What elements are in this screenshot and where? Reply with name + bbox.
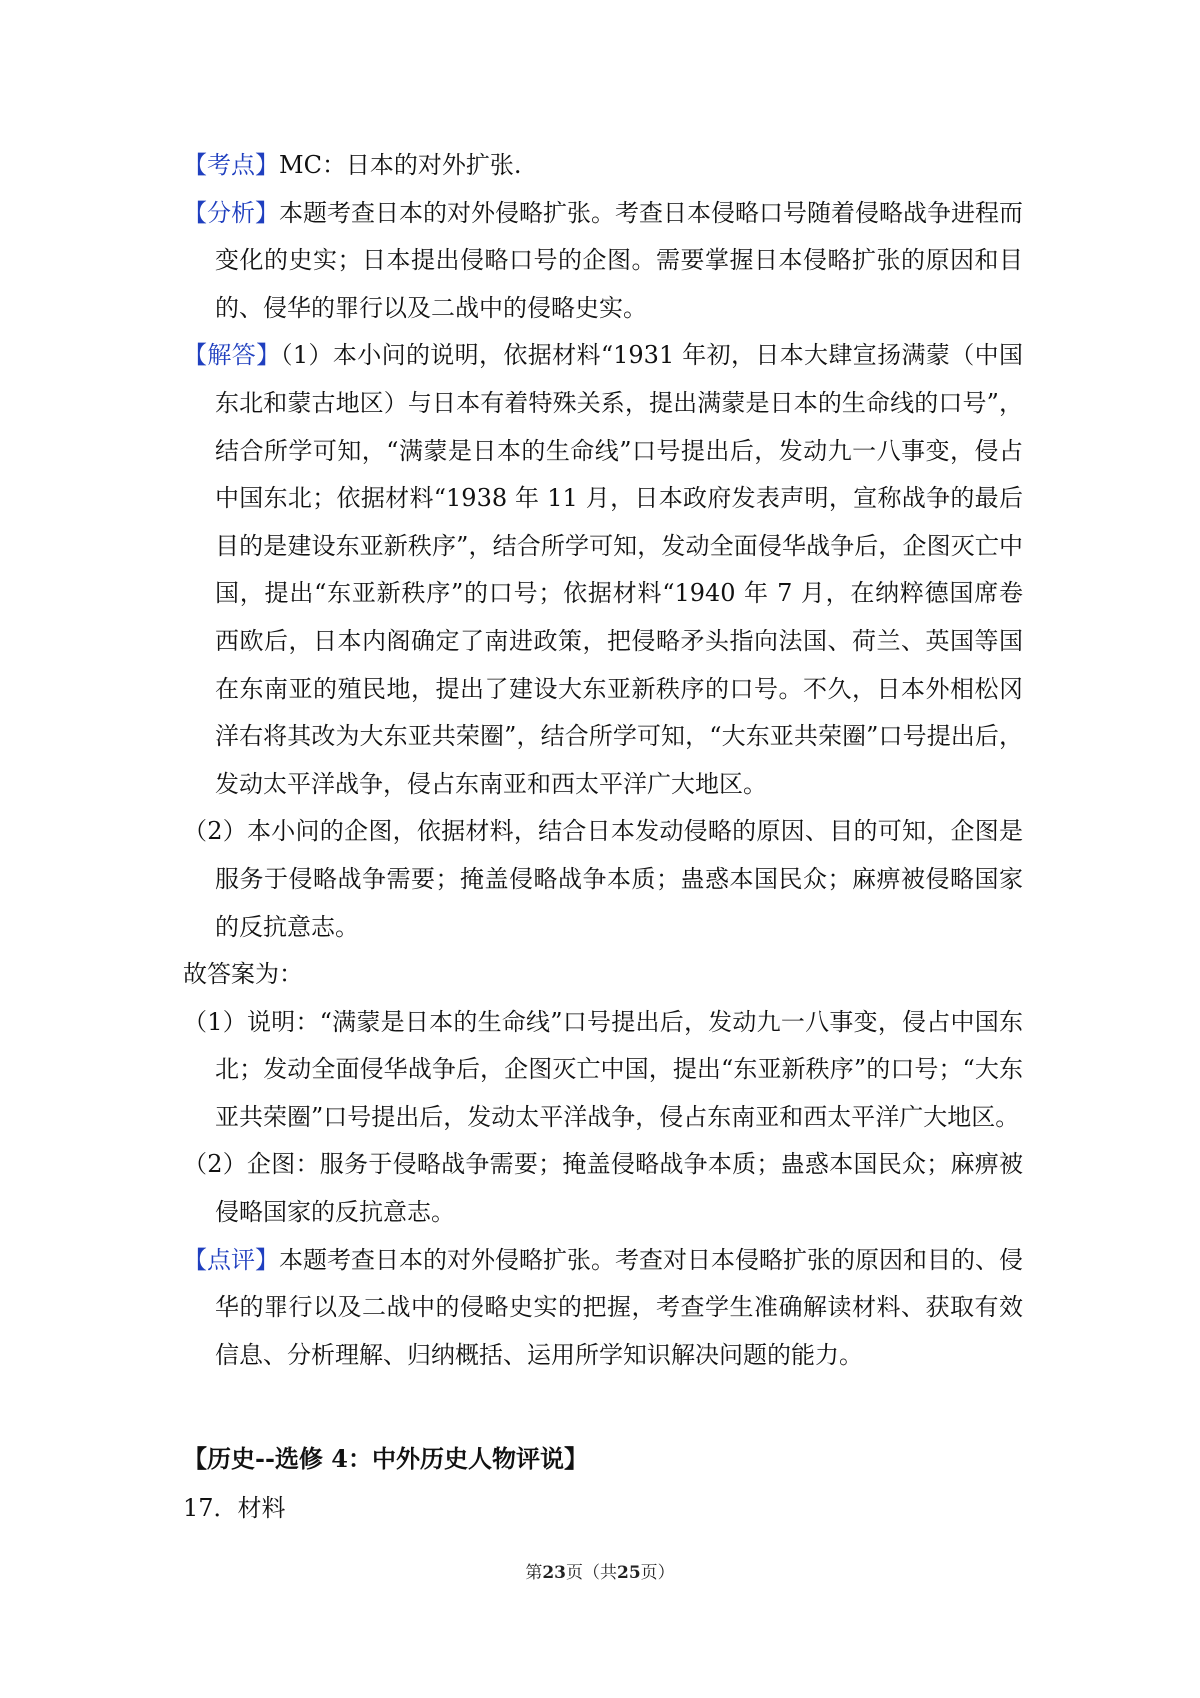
footer-suffix: 页） <box>640 1563 675 1583</box>
answer-explanation <box>183 142 1023 1379</box>
answer-intro: 故答案为： <box>183 960 303 989</box>
dianping-tag: 【点评】 <box>183 1245 279 1274</box>
footer-middle: 页（共 <box>566 1563 617 1583</box>
footer-page-number: 23 <box>542 1563 566 1583</box>
fenxi-paragraph <box>183 190 1023 333</box>
kaodian-tag: 【考点】 <box>183 151 279 179</box>
jieda-paragraph <box>183 332 1023 808</box>
answer-part2: （2）企图：服务于侵略战争需要；掩盖侵略战争本质；蛊惑本国民众；麻痹被侵略国家的反抗意志。 <box>183 1150 1023 1227</box>
jieda-tag: 【解答】 <box>183 341 281 370</box>
dianping-text: 本题考查日本的对外侵略扩张。考查对日本侵略扩张的原因和目的、侵华的罪行以及二战中的侵略史实的把握，考查学生准确解读材料、获取有效信息、分析理解、归纳概括、运用所学知识解决问题的能力。 <box>215 1245 1023 1369</box>
footer-prefix: 第 <box>525 1563 543 1583</box>
jieda-part1: （1）本小问的说明，依据材料“1931 年初，日本大肆宣扬满蒙（中国东北和蒙古地区）与日本有着特殊关系，提出满蒙是日本的生命线的口号”，结合所学可知，“满蒙是日本的生命线”口号提出后，发动九一八事变，侵占中国东北；依据材料“1938 年 11 月，日本政府发表声明，宣称战争的最后目的是建设东亚新秩序”，结合所学可知，发动全面侵华战争后，企图灭亡中国，提出“东亚新秩序”的口号；依据材料“1940 年 7 月，在纳粹德国席卷西欧后，日本内阁确定了南进政策，把侵略矛头指向法国、荷兰、英国等国在东南亚的殖民地，提出了建设大东亚新秩序的口号。不久，日本外相松冈洋右将其改为大东亚共荣圈”，结合所学可知，“大东亚共荣圈”口号提出后，发动太平洋战争，侵占东南亚和西太平洋广大地区。 <box>215 341 1023 798</box>
section-heading: 【历史--选修 4：中外历史人物评说】 <box>183 1444 588 1473</box>
jieda-part2: （2）本小问的企图，依据材料，结合日本发动侵略的原因、目的可知，企图是服务于侵略战争需要；掩盖侵略战争本质；蛊惑本国民众；麻痹被侵略国家的反抗意志。 <box>183 817 1023 941</box>
page-footer <box>0 1561 1200 1585</box>
footer-total-pages: 25 <box>617 1563 641 1583</box>
fenxi-tag: 【分析】 <box>183 198 279 227</box>
question-17: 17．材料 <box>183 1494 286 1522</box>
kaodian-paragraph <box>183 142 1023 190</box>
jieda-part2-paragraph <box>183 808 1023 951</box>
fenxi-text: 本题考查日本的对外侵略扩张。考查日本侵略口号随着侵略战争进程而变化的史实；日本提出侵略口号的企图。需要掌握日本侵略扩张的原因和目的、侵华的罪行以及二战中的侵略史实。 <box>215 198 1023 322</box>
answer-part1: （1）说明：“满蒙是日本的生命线”口号提出后，发动九一八事变，侵占中国东北；发动全面侵华战争后，企图灭亡中国，提出“东亚新秩序”的口号；“大东亚共荣圈”口号提出后，发动太平洋战争，侵占东南亚和西太平洋广大地区。 <box>183 1007 1023 1131</box>
dianping-paragraph <box>183 1237 1023 1380</box>
kaodian-text: MC：日本的对外扩张. <box>279 151 522 179</box>
